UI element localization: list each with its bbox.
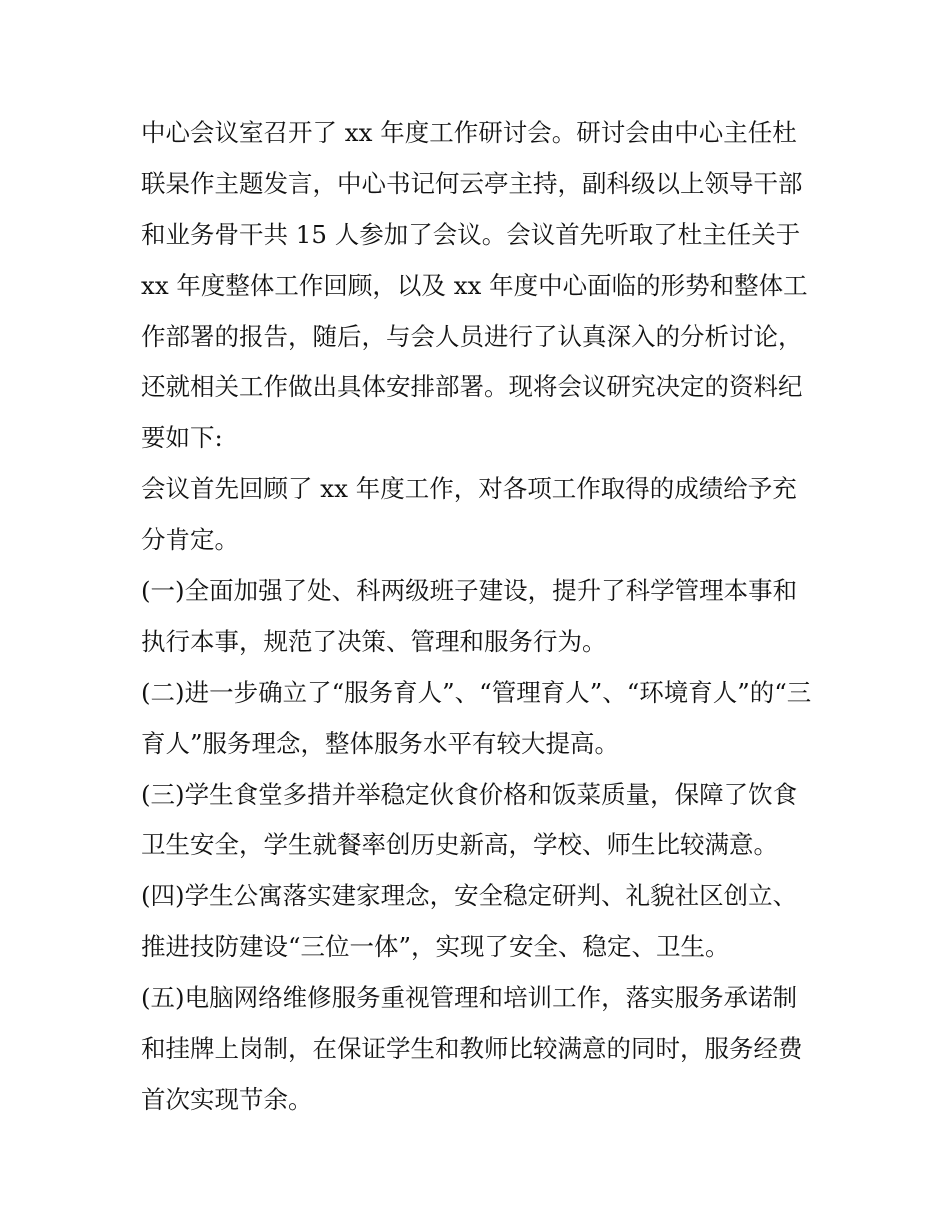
list-item-line: 推进技防建设“三位一体”，实现了安全、稳定、卫生。 [141, 932, 730, 962]
list-item-line: 卫生安全，学生就餐率创历史新高，学校、师生比较满意。 [141, 830, 778, 860]
document-body [141, 108, 821, 1126]
list-item-line: (三)学生食堂多措并举稳定伙食价格和饭菜质量，保障了饮食 [141, 779, 798, 809]
text-line: 会议首先回顾了 xx 年度工作，对各项工作取得的成绩给予充 [141, 474, 797, 504]
list-item-line: (四)学生公寓落实建家理念，安全稳定研判、礼貌社区创立、 [141, 881, 798, 911]
text-line: xx 年度整体工作回顾，以及 xx 年度中心面临的形势和整体工 [141, 270, 808, 300]
list-item-line: (二)进一步确立了“服务育人”、“管理育人”、“环境育人”的“三 [141, 677, 812, 707]
text-line: 作部署的报告，随后，与会人员进行了认真深入的分析讨论， [141, 321, 803, 351]
list-item-line: 首次实现节余。 [141, 1084, 313, 1114]
list-item-line: 和挂牌上岗制，在保证学生和教师比较满意的同时，服务经费 [141, 1034, 803, 1064]
list-item-line: 执行本事，规范了决策、管理和服务行为。 [141, 626, 607, 656]
text-line: 分肯定。 [141, 525, 239, 555]
text-line: 还就相关工作做出具体安排部署。现将会议研究决定的资料纪 [141, 372, 803, 402]
text-line: 和业务骨干共 15 人参加了会议。会议首先听取了杜主任关于 [141, 219, 801, 249]
list-item-line: (五)电脑网络维修服务重视管理和培训工作，落实服务承诺制 [141, 983, 798, 1013]
text-line: 中心会议室召开了 xx 年度工作研讨会。研讨会由中心主任杜 [141, 118, 797, 147]
text-line: 联杲作主题发言，中心书记何云亭主持，副科级以上领导干部 [141, 168, 803, 198]
list-item-line: 育人”服务理念，整体服务水平有较大提高。 [141, 728, 620, 758]
text-line: 要如下: [141, 423, 223, 453]
list-item-line: (一)全面加强了处、科两级班子建设，提升了科学管理本事和 [141, 576, 798, 606]
